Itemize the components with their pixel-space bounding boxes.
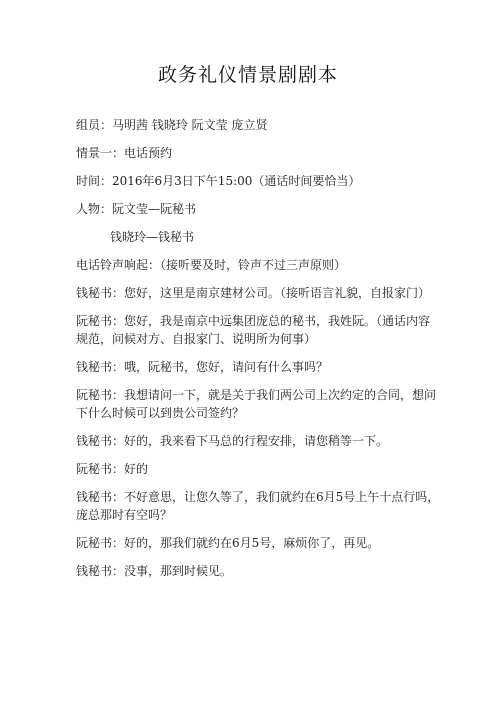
- script-line: 钱秘书：您好，这里是南京建材公司。（接听语言礼貌，自报家门）: [76, 286, 431, 300]
- script-paragraph: [76, 144, 440, 162]
- script-line: 规范，问候对方、自报家门、说明所为何事）: [76, 332, 317, 346]
- script-paragraph: [76, 488, 440, 524]
- script-line: 阮秘书：我想请问一下，就是关于我们两公司上次约定的合同，想问: [76, 388, 437, 402]
- script-paragraph: [76, 386, 440, 422]
- script-line: 组员：马明茜 钱晓玲 阮文莹 庞立贤: [76, 118, 268, 132]
- script-line: 人物：阮文莹—阮秘书: [76, 202, 197, 216]
- script-paragraph: [76, 312, 440, 348]
- script-line: 钱秘书：哦，阮秘书，您好，请问有什么事吗？: [76, 360, 329, 374]
- script-line: 钱晓玲—钱秘书: [110, 230, 195, 244]
- script-paragraph: [76, 432, 440, 450]
- script-line: 钱秘书：不好意思，让您久等了，我们就约在6月5号上午十点行吗，: [76, 490, 440, 504]
- document-title: 政务礼仪情景剧剧本: [157, 64, 338, 86]
- script-paragraph: [76, 200, 440, 218]
- script-line: 下什么时候可以到贵公司签约？: [76, 406, 245, 420]
- script-line: 钱秘书：好的，我来看下马总的行程安排，请您稍等一下。: [76, 434, 389, 448]
- script-line: 钱秘书：没事，那到时候见。: [76, 564, 233, 578]
- script-paragraph: [76, 562, 440, 580]
- script-line: 阮秘书：好的: [76, 462, 149, 476]
- script-paragraph: [76, 172, 440, 190]
- script-paragraph: [76, 284, 440, 302]
- script-line: 阮秘书：好的，那我们就约在6月5号，麻烦你了，再见。: [76, 536, 380, 550]
- script-paragraph: [76, 228, 440, 246]
- script-line: 时间：2016年6月3日下午15:00（通话时间要恰当）: [76, 174, 361, 188]
- script-paragraph: [76, 460, 440, 478]
- script-line: 庞总那时有空吗？: [76, 508, 173, 522]
- script-paragraph: [76, 116, 440, 134]
- document-body: [76, 116, 440, 590]
- script-line: 电话铃声响起：（接听要及时，铃声不过三声原则）: [76, 258, 347, 272]
- script-paragraph: [76, 256, 440, 274]
- script-line: 情景一：电话预约: [76, 146, 173, 160]
- script-line: 阮秘书：您好，我是南京中远集团庞总的秘书，我姓阮。（通话内容: [76, 314, 431, 328]
- script-paragraph: [76, 358, 440, 376]
- script-paragraph: [76, 534, 440, 552]
